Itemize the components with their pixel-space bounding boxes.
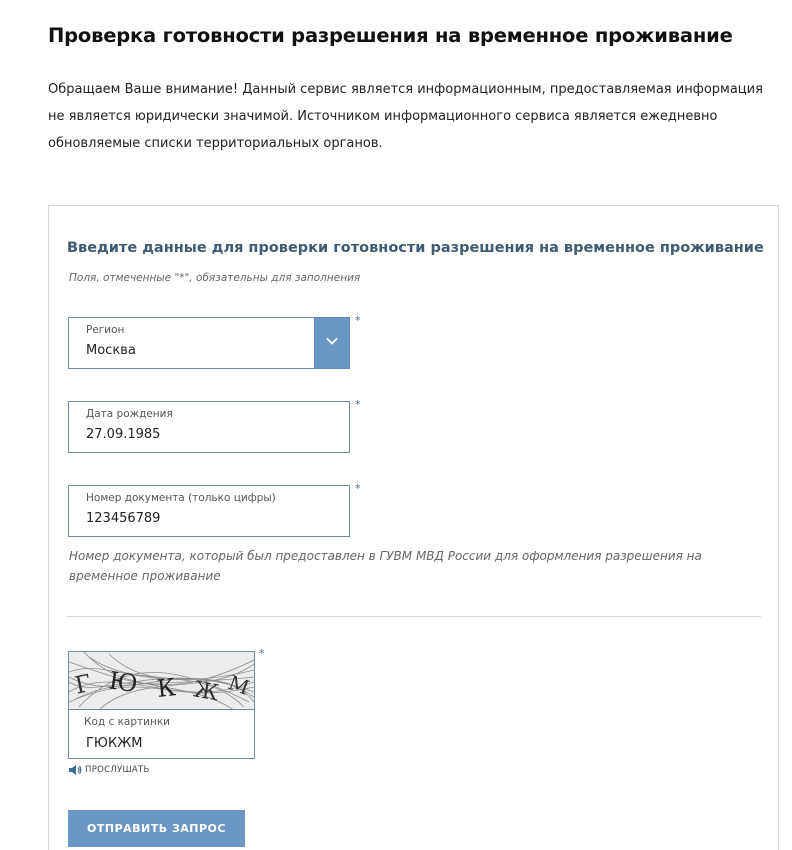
region-label: Регион bbox=[86, 324, 125, 336]
captcha-char-2: Ю bbox=[107, 666, 140, 699]
document-number-label: Номер документа (только цифры) bbox=[86, 492, 276, 504]
document-number-value: 123456789 bbox=[86, 511, 161, 526]
listen-captcha-button[interactable] bbox=[68, 763, 150, 777]
divider bbox=[67, 616, 761, 617]
listen-label: ПРОСЛУШАТЬ bbox=[85, 765, 150, 775]
region-dropdown-button[interactable] bbox=[314, 317, 350, 369]
captcha-char-4: Ж bbox=[191, 677, 221, 707]
chevron-down-icon bbox=[326, 337, 338, 345]
captcha-char-3: К bbox=[155, 673, 177, 703]
region-select[interactable] bbox=[68, 317, 350, 369]
document-number-field[interactable] bbox=[68, 485, 350, 537]
captcha-required-marker: * bbox=[259, 647, 265, 660]
captcha-char-5: М bbox=[225, 670, 253, 700]
birth-date-label: Дата рождения bbox=[86, 408, 173, 420]
speaker-icon bbox=[68, 764, 82, 776]
required-note-suffix: , обязательны для заполнения bbox=[189, 272, 361, 284]
captcha-char-1: Г bbox=[72, 669, 94, 700]
captcha-label: Код с картинки bbox=[84, 716, 170, 728]
region-required-marker: * bbox=[355, 314, 361, 327]
document-number-required-marker: * bbox=[355, 482, 361, 495]
captcha-value: ГЮКЖМ bbox=[86, 736, 143, 751]
required-note bbox=[69, 272, 360, 284]
form-title: Введите данные для проверки готовности разрешения на временное проживание bbox=[67, 240, 764, 256]
birth-date-value: 27.09.1985 bbox=[86, 427, 161, 442]
region-value: Москва bbox=[86, 343, 136, 358]
birth-date-required-marker: * bbox=[355, 398, 361, 411]
document-hint: Номер документа, который был предоставлен в ГУВМ МВД России для оформления разрешения на временное проживание bbox=[69, 549, 702, 583]
captcha-image bbox=[69, 652, 254, 710]
submit-button[interactable]: ОТПРАВИТЬ ЗАПРОС bbox=[68, 810, 245, 847]
captcha-field[interactable] bbox=[68, 651, 255, 759]
required-note-prefix: Поля, отмеченные bbox=[69, 272, 175, 284]
required-note-star: "*" bbox=[174, 272, 190, 284]
intro-text: Обращаем Ваше внимание! Данный сервис является информационным, предоставляемая информация не является юридически значимой. Источником информационного сервиса является ежедневно обновляемые списки территориальных органов. bbox=[48, 82, 763, 151]
form-card bbox=[48, 205, 779, 850]
birth-date-field[interactable] bbox=[68, 401, 350, 453]
page-title: Проверка готовности разрешения на временное проживание bbox=[48, 24, 733, 47]
